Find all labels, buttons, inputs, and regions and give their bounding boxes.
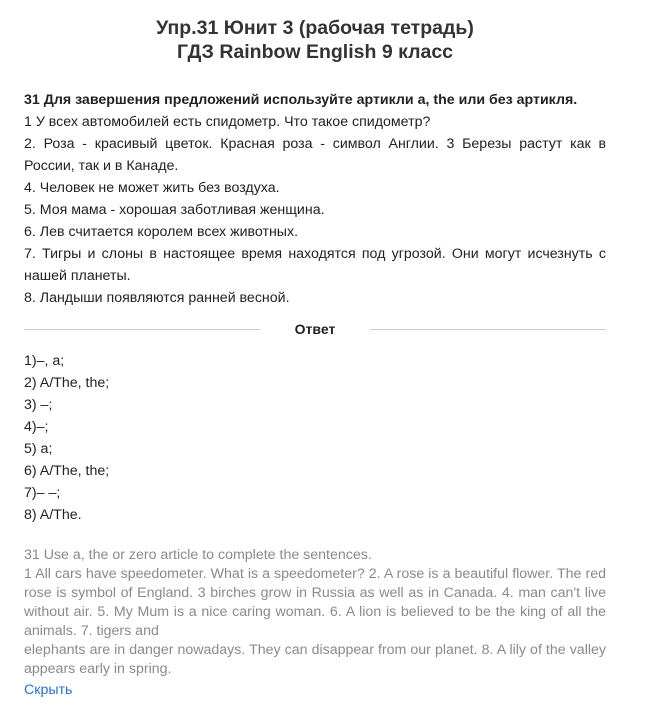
answer-item-2: 2) A/The, the;	[24, 375, 110, 391]
task-sentence-1: 1 У всех автомобилей есть спидометр. Что такое спидометр?	[24, 114, 431, 130]
answer-item-5: 5) a;	[24, 441, 53, 457]
page-title	[0, 16, 630, 64]
answer-list	[24, 350, 109, 526]
translation-body-1: 1 All cars have speedometer. What is a speedometer? 2. A rose is a beautiful flower. The red rose is symbol of England. 3 birches grow in Russia as well as in Canada. 4. man can't live without air. 5. My Mum is a nice caring woman. 6. A lion is believed to be the king of all the animals. 7. tigers and	[24, 566, 606, 639]
answer-item-1: 1)–, a;	[24, 353, 65, 369]
task-sentence-7: 7. Тигры и слоны в настоящее время находятся под угрозой. Они могут исчезнуть с нашей планеты.	[24, 246, 606, 284]
answer-item-4: 4)–;	[24, 419, 49, 435]
task-sentence-2: 2. Роза - красивый цветок. Красная роза - символ Англии. 3 Березы растут как в России, так и в Канаде.	[24, 136, 606, 174]
answer-item-7: 7)– –;	[24, 485, 61, 501]
answer-divider	[24, 318, 606, 340]
page-title-line-2: ГДЗ Rainbow English 9 класс	[176, 41, 454, 63]
task-heading: 31 Для завершения предложений используйте артикли a, the или без артикля.	[24, 92, 578, 108]
task-text	[24, 89, 606, 309]
task-sentence-8: 8. Ландыши появляются ранней весной.	[24, 290, 290, 306]
answer-item-3: 3) –;	[24, 397, 53, 413]
page-title-line-1: Упр.31 Юнит 3 (рабочая тетрадь)	[156, 17, 474, 39]
task-sentence-5: 5. Моя мама - хорошая заботливая женщина.	[24, 202, 325, 218]
translation-heading: 31 Use a, the or zero article to complete the sentences.	[24, 547, 372, 563]
task-sentence-4: 4. Человек не может жить без воздуха.	[24, 180, 280, 196]
divider-rule-right	[370, 329, 606, 330]
answer-item-6: 6) A/The, the;	[24, 463, 110, 479]
answer-item-8: 8) A/The.	[24, 507, 82, 523]
answer-heading: Ответ	[294, 321, 336, 337]
hide-translation-link[interactable]: Скрыть	[24, 682, 73, 698]
translation-body-2: elephants are in danger nowadays. They can disappear from our planet. 8. A lily of the valley appears early in spring.	[24, 642, 606, 677]
task-sentence-6: 6. Лев считается королем всех животных.	[24, 224, 299, 240]
translation-text	[24, 546, 606, 679]
